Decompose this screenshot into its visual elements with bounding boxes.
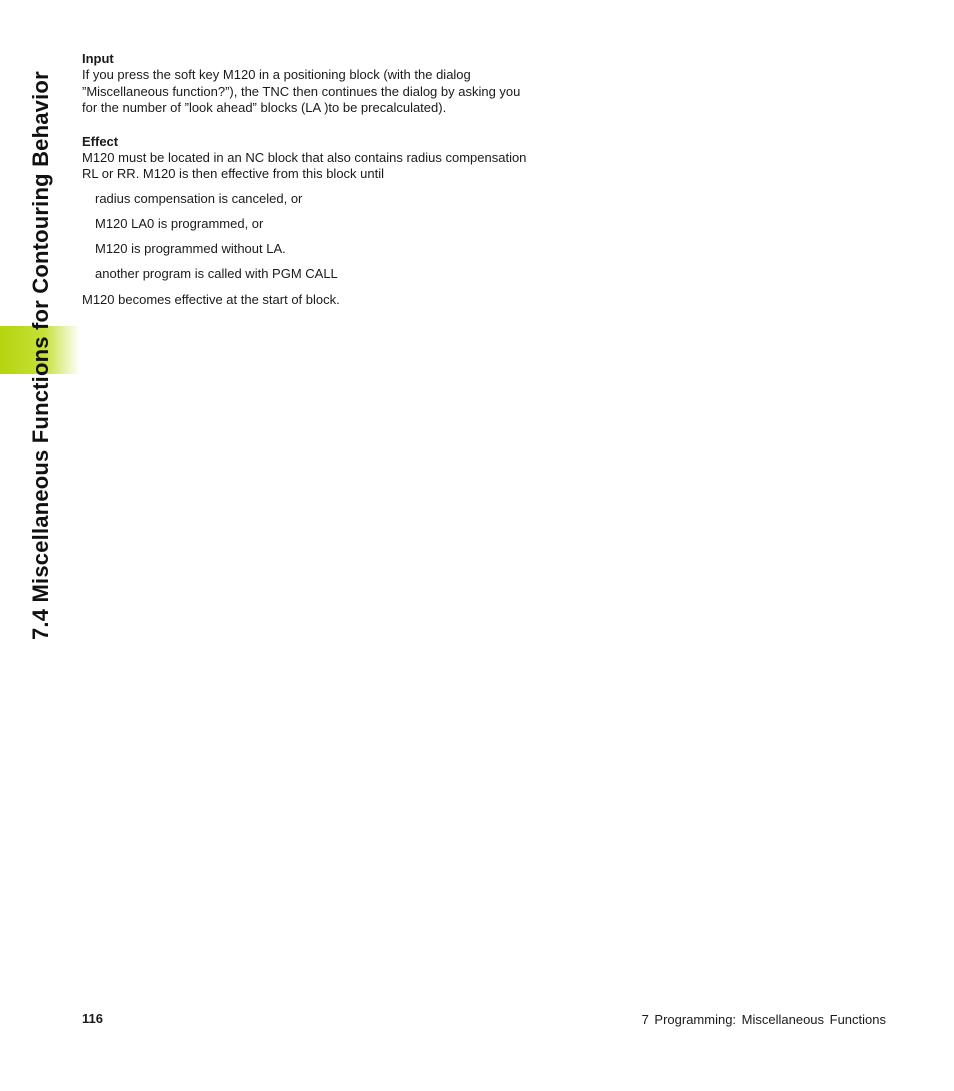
list-item: M120 is programmed without LA. — [95, 241, 286, 257]
effect-paragraph: M120 must be located in an NC block that also contains radius compensation RL or RR. M120 is then effective from this block until — [82, 150, 527, 182]
chapter-side-title: 7.4 Miscellaneous Functions for Contouring Behavior — [28, 71, 53, 640]
main-content — [82, 51, 532, 308]
list-item: radius compensation is canceled, or — [95, 190, 303, 206]
effect-heading: Effect — [82, 133, 119, 149]
section-gap — [82, 117, 532, 134]
page-number: 116 — [82, 1011, 103, 1026]
effect-closing-paragraph: M120 becomes effective at the start of block. — [82, 291, 340, 307]
effect-condition-list — [82, 191, 532, 283]
list-item: another program is called with PGM CALL — [95, 266, 338, 282]
input-paragraph: If you press the soft key M120 in a positioning block (with the dialog ”Miscellaneous function?”), the TNC then continues the dialog by asking you for the number of ”look ahead” blocks (LA )to be precalculated). — [82, 67, 521, 116]
footer-chapter-title: 7 Programming: Miscellaneous Functions — [641, 1012, 886, 1027]
input-heading: Input — [82, 51, 114, 66]
list-item: M120 LA0 is programmed, or — [95, 216, 264, 232]
